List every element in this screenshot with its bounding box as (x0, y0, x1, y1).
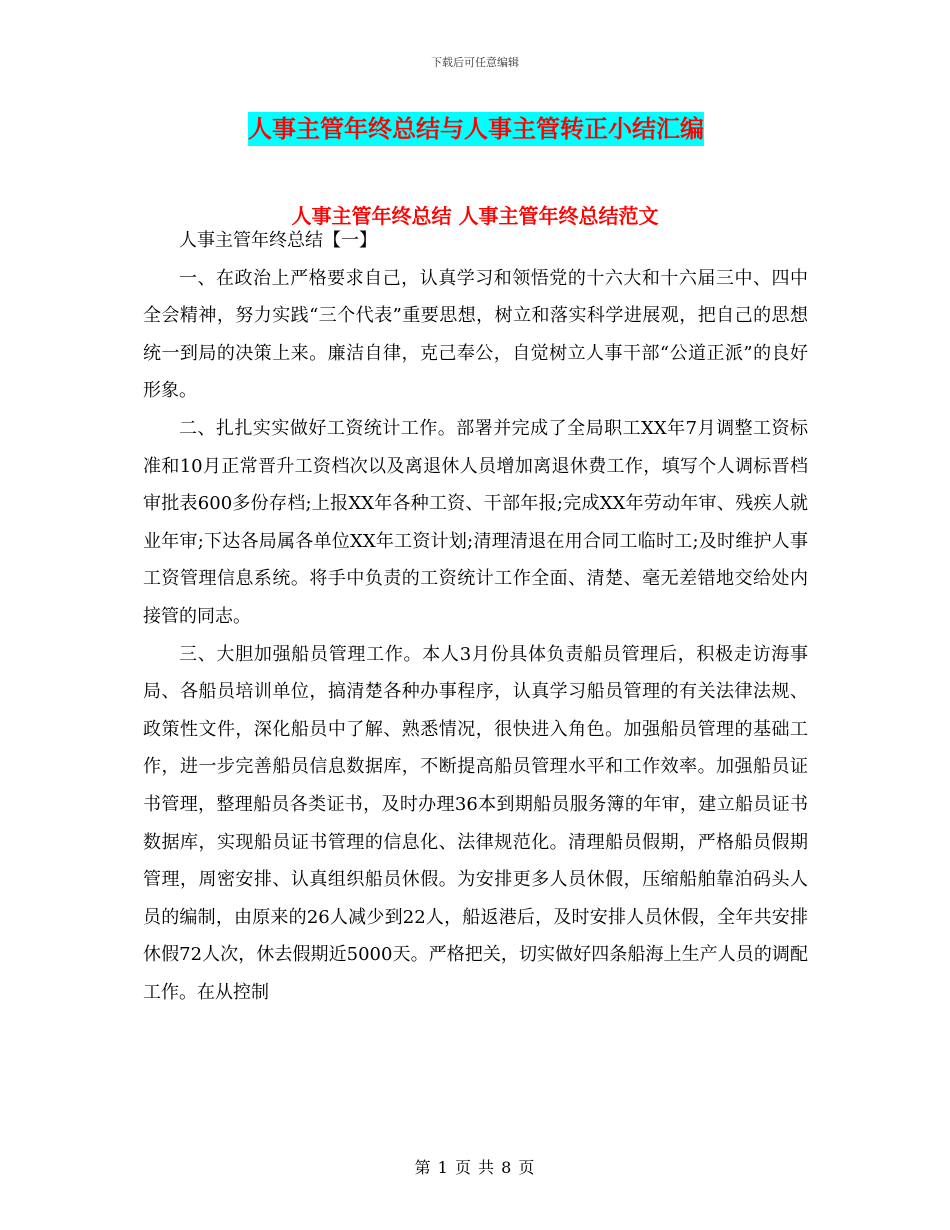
document-body (143, 222, 808, 1011)
sub-title: 人事主管年终总结 人事主管年终总结范文 (291, 204, 659, 228)
section-heading: 人事主管年终总结【一】 (179, 230, 377, 251)
page-footer: 第 1 页 共 8 页 (414, 1158, 536, 1177)
main-title: 人事主管年终总结与人事主管转正小结汇编 (248, 112, 704, 146)
paragraph: 二、扎扎实实做好工资统计工作。部署并完成了全局职工XX年7月调整工资标准和10月正常晋升工资档次以及离退休人员增加离退休费工作，填写个人调标晋档审批表600多份存档;上报XX年各种工资、干部年报;完成XX年劳动年审、残疾人就业年审;下达各局属各单位XX年工资计划;清理清退在用合同工临时工;及时维护人事工资管理信息系统。将手中负责的工资统计工作全面、清楚、毫无差错地交给处内接管的同志。 (143, 417, 808, 627)
paragraph: 三、大胆加强船员管理工作。本人3月份具体负责船员管理后，积极走访海事局、各船员培训单位，搞清楚各种办事程序，认真学习船员管理的有关法律法规、政策性文件，深化船员中了解、熟悉情况，很快进入角色。加强船员管理的基础工作，进一步完善船员信息数据库，不断提高船员管理水平和工作效率。加强船员证书管理，整理船员各类证书，及时办理36本到期船员服务簿的年审，建立船员证书数据库，实现船员证书管理的信息化、法律规范化。清理船员假期，严格船员假期管理，周密安排、认真组织船员休假。为安排更多人员休假，压缩船舶靠泊码头人员的编制，由原来的26人减少到22人，船返港后，及时安排人员休假，全年共安排休假72人次，休去假期近5000天。严格把关，切实做好四条船海上生产人员的调配工作。在从控制 (143, 643, 808, 1003)
paragraph: 一、在政治上严格要求自己，认真学习和领悟党的十六大和十六届三中、四中全会精神，努力实践“三个代表”重要思想，树立和落实科学进展观，把自己的思想统一到局的决策上来。廉洁自律，克己奉公，自觉树立人事干部“公道正派”的良好形象。 (143, 267, 808, 402)
header-note: 下载后可任意编辑 (431, 56, 519, 69)
